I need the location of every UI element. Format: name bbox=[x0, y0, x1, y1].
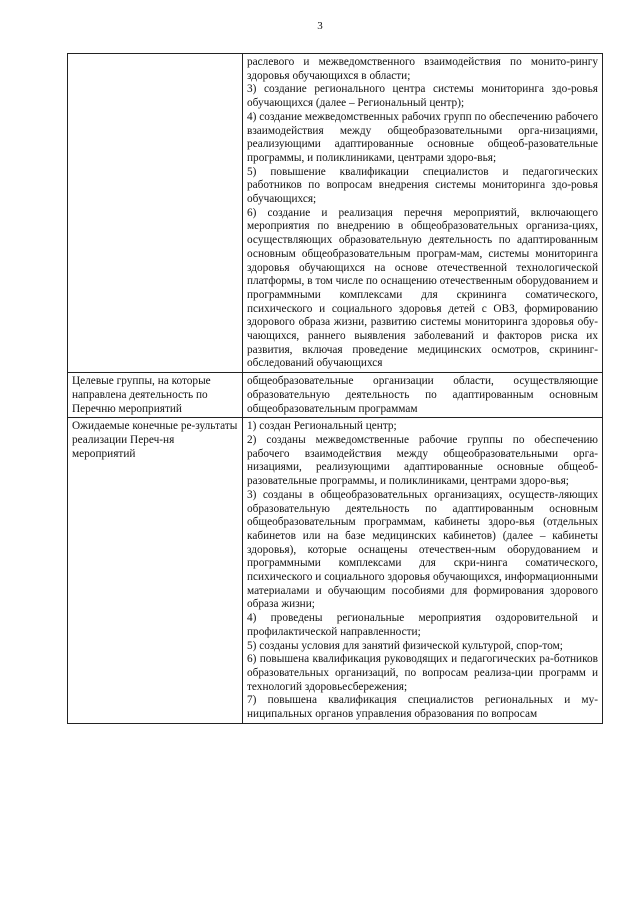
list-item: 3) создание регионального центра системы мониторинга здо-ровья обучающихся (далее – Региональный центр); bbox=[247, 83, 598, 110]
row-content bbox=[243, 418, 603, 723]
list-item: 6) создание и реализация перечня мероприятий, включающего мероприятия по внедрению в общеобразовательных организа-циях, осуществляющих образовательную деятельность по адаптированным основным общеобразовательным програм-мам, системы мониторинга здоровья обучающихся на основе отечественной технологической платформы, в том числе по оснащению отечественным оборудованием и программными комплексами для скрининга соматического, психического и социального здоровья детей с ОВЗ, формированию здорового образа жизни, развитию системы мониторинга здоровья обу-чающихся, раннего выявления заболеваний и факторов риска их развития, включая проведение медицинских осмотров, скрининг-обследований обучающихся bbox=[247, 206, 598, 370]
table-row bbox=[68, 54, 603, 373]
list-item: 4) проведены региональные мероприятия оздоровительной и профилактической направленности; bbox=[247, 612, 598, 638]
row-content bbox=[243, 54, 603, 373]
row-content bbox=[243, 373, 603, 418]
list-item: раслевого и межведомственного взаимодействия по монито-рингу здоровья обучающихся в области; bbox=[247, 56, 598, 82]
list-item: 7) повышена квалификация специалистов региональных и му-ниципальных органов управления образования по вопросам bbox=[247, 694, 598, 721]
table-row bbox=[68, 373, 603, 418]
page-number: 3 bbox=[317, 20, 323, 32]
list-item: общеобразовательные организации области, осуществляющие образовательную деятельность по адаптированным основным общеобразовательным программам bbox=[247, 375, 598, 415]
row-label: Целевые группы, на которые направлена деятельность по Перечню мероприятий bbox=[68, 373, 243, 418]
list-item: 5) повышение квалификации специалистов и педагогических работников по вопросам внедрения системы мониторинга здо-ровья обучающихся; bbox=[247, 165, 598, 206]
list-item: 2) созданы межведомственные рабочие группы по обеспечению рабочего взаимодействия между общеобразовательными орга-низациями, реализующими адаптированные основные общеоб-разовательные программы, и поликлиниками, центрами здоро-вья; bbox=[247, 433, 598, 488]
measures-table bbox=[67, 53, 603, 724]
table-row bbox=[68, 418, 603, 723]
row-label bbox=[68, 54, 243, 373]
list-item: 4) создание межведомственных рабочих групп по обеспечению рабочего взаимодействия между общеобразовательными орга-низациями, реализующими адаптированные основные общеоб-разовательные программы, и поликлиниками, центрами здоро-вья; bbox=[247, 110, 598, 164]
row-label: Ожидаемые конечные ре-зультаты реализации Переч-ня мероприятий bbox=[68, 418, 243, 723]
list-item: 3) созданы в общеобразовательных организациях, осуществ-ляющих образовательную деятельность по адаптированным основным общеобразовательным программам, кабинеты здоро-вья (отдельных кабинетов или на базе медицинских кабинетов) (далее – кабинеты здоровья), которые оснащены отечествен-ным оборудованием и программными комплексами для скри-нинга соматического, психического и социального здоровья обучающихся, информационными материалами и обучающим пособиями для формирования здорового образа жизни; bbox=[247, 488, 598, 611]
list-item: 6) повышена квалификация руководящих и педагогических ра-ботников образовательных организаций, по вопросам реализа-ции программ и технологий здоровьесбережения; bbox=[247, 653, 598, 693]
list-item: 5) созданы условия для занятий физической культурой, спор-том; bbox=[247, 639, 563, 652]
list-item: 1) создан Региональный центр; bbox=[247, 420, 397, 433]
